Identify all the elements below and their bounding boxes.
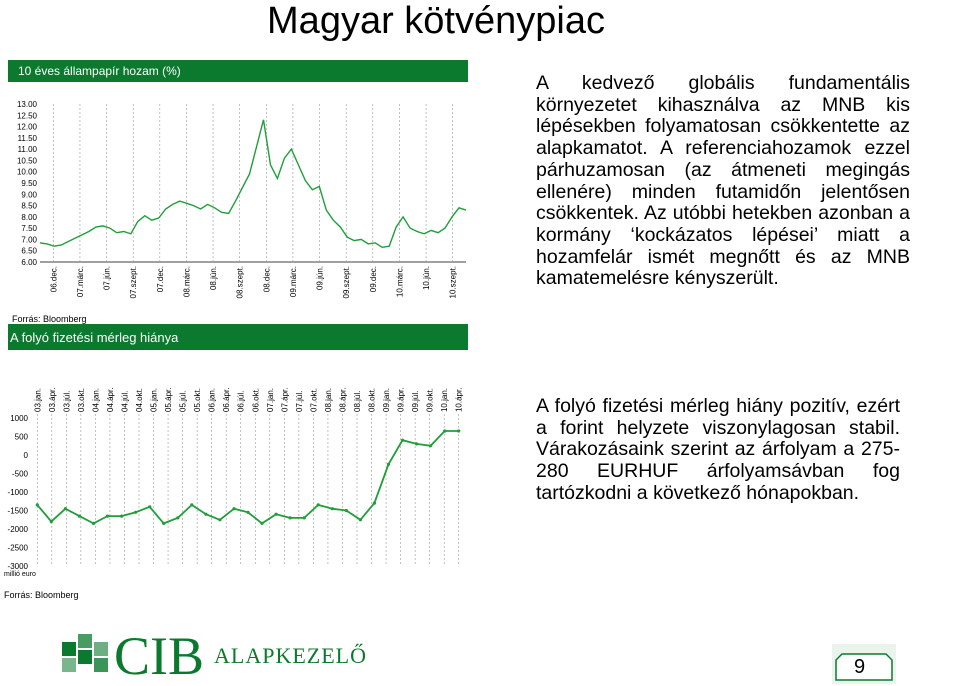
data-point	[373, 502, 376, 505]
x-tick-label: 09.okt.	[425, 387, 435, 412]
x-tick-label: 04.ápr.	[105, 387, 115, 412]
x-tick-label: 04.jan.	[91, 387, 101, 412]
y-tick-label: 9.00	[21, 190, 37, 200]
chart1-header: 10 éves állampapír hozam (%)	[8, 60, 468, 82]
data-point	[317, 503, 320, 506]
data-point	[92, 522, 95, 525]
y-tick-label: 6.00	[21, 258, 37, 267]
data-point	[289, 516, 292, 519]
x-tick-label: 05.okt.	[193, 387, 203, 412]
series-line-current-account	[37, 431, 458, 523]
data-point	[415, 442, 418, 445]
chart1-source: Forrás: Bloomberg	[12, 314, 87, 324]
y-tick-label: 10.00	[16, 167, 37, 177]
y-tick-label: 8.00	[21, 212, 37, 222]
x-tick-label: 08.dec.	[262, 266, 272, 293]
x-tick-label: 08.jún.	[209, 266, 219, 291]
x-tick-label: 08.okt.	[367, 387, 377, 412]
x-tick-label: 09.márc.	[288, 266, 298, 298]
data-point	[176, 516, 179, 519]
data-point	[401, 439, 404, 442]
y-tick-label: -1000	[7, 488, 28, 497]
x-tick-label: 06.jan.	[207, 387, 217, 412]
x-tick-label: 09.jan.	[382, 387, 392, 412]
data-point	[162, 522, 165, 525]
chart2-header-label: A folyó fizetési mérleg hiánya	[10, 330, 179, 345]
x-tick-label: 10.márc.	[395, 266, 405, 298]
y-tick-label: 11.00	[17, 145, 37, 155]
x-tick-label: 10.jan.	[440, 387, 450, 412]
y-tick-label: -500	[11, 469, 28, 479]
y-unit-label: millió euro	[4, 571, 36, 578]
x-tick-label: 03.júl.	[62, 390, 72, 412]
x-tick-label: 07.szept.	[129, 266, 139, 299]
data-point	[429, 444, 432, 447]
x-tick-label: 07.jan.	[265, 387, 275, 412]
x-tick-label: 06.okt.	[251, 387, 261, 412]
y-tick-label: -3000	[7, 562, 28, 571]
data-point	[345, 509, 348, 512]
x-tick-label: 09.ápr.	[396, 387, 406, 412]
data-point	[232, 507, 235, 510]
commentary-paragraph-1: A kedvező globális fundamentális környezetet kihasználva az MNB kis lépésekben folyamatosan csökkentette az alapkamatot. A referenciahozamok ezzel párhuzamosan (az átmeneti megingás ellenére) minden futamidőn jelentősen csökkentek. Az utóbbi hetekben azonban a kormány ‘kockázatos lépései’ miatt a hozamfelár ismét megnőtt és az MNB kamatemelésre kényszerült.	[536, 72, 910, 290]
x-tick-label: 10.ápr.	[454, 387, 464, 412]
x-tick-label: 09.júl.	[411, 390, 421, 412]
y-tick-label: 6.50	[21, 246, 37, 256]
chart2-source: Forrás: Bloomberg	[4, 590, 79, 600]
x-tick-label: 07.okt.	[309, 387, 319, 412]
data-point	[387, 463, 390, 466]
x-tick-label: 03.ápr.	[47, 387, 57, 412]
y-tick-label: 11.50	[17, 133, 37, 143]
x-tick-label: 03.okt.	[76, 387, 86, 412]
data-point	[36, 503, 39, 506]
x-tick-label: 10.jún.	[422, 266, 432, 291]
x-tick-label: 05.jan.	[149, 387, 159, 412]
logo-sub-text: ALAPKEZELŐ	[214, 643, 368, 668]
page-title: Magyar kötvénypiac	[267, 0, 605, 42]
y-tick-label: -2000	[7, 525, 28, 534]
x-tick-label: 03.jan.	[33, 387, 43, 412]
y-tick-label: -2500	[7, 543, 28, 553]
y-tick-label: 12.50	[16, 111, 37, 121]
x-tick-label: 04.júl.	[120, 390, 130, 412]
x-tick-label: 07.jún.	[102, 266, 112, 291]
x-tick-label: 07.dec.	[155, 266, 165, 293]
data-point	[120, 515, 123, 518]
x-tick-label: 09.dec.	[368, 266, 378, 293]
y-tick-label: 13.00	[16, 100, 37, 109]
data-point	[246, 511, 249, 514]
x-tick-label: 08.márc.	[182, 266, 192, 298]
y-tick-label: 9.50	[21, 179, 37, 188]
cib-logo	[62, 626, 368, 686]
data-point	[331, 507, 334, 510]
data-point	[443, 429, 446, 432]
x-tick-label: 08.jan.	[323, 387, 333, 412]
x-tick-label: 04.okt.	[135, 387, 144, 412]
data-point	[134, 511, 137, 514]
data-point	[260, 522, 263, 525]
data-point	[50, 520, 53, 523]
x-tick-label: 06.júl.	[236, 390, 246, 412]
x-tick-label: 08.szept.	[235, 266, 245, 299]
data-point	[106, 515, 109, 518]
x-tick-label: 08.ápr.	[338, 387, 348, 412]
data-point	[204, 513, 207, 516]
yield-chart	[0, 84, 476, 324]
series-line-10y	[40, 120, 466, 248]
y-tick-label: 8.50	[21, 201, 37, 211]
x-tick-label: 06.ápr.	[222, 387, 232, 412]
page-number-badge	[832, 644, 896, 684]
current-account-chart	[0, 350, 476, 582]
x-tick-label: 09.szept.	[342, 266, 352, 299]
x-tick-label: 05.júl.	[178, 390, 188, 412]
data-point	[64, 507, 67, 510]
x-tick-label: 07.ápr.	[280, 387, 290, 412]
y-tick-label: 7.50	[21, 224, 37, 234]
x-tick-label: 06.dec.	[49, 266, 59, 293]
x-tick-label: 09.jún.	[315, 266, 325, 291]
x-tick-label: 08.júl.	[353, 390, 362, 412]
x-tick-label: 07.júl.	[294, 390, 304, 412]
data-point	[218, 518, 221, 521]
y-tick-label: 500	[14, 432, 28, 442]
x-tick-label: 05.ápr.	[164, 387, 174, 412]
y-tick-label: 1000	[10, 414, 28, 423]
data-point	[275, 513, 278, 516]
data-point	[303, 516, 306, 519]
logo-brand-text: CIB	[114, 626, 205, 686]
data-point	[457, 429, 460, 432]
y-tick-label: 12.00	[16, 122, 37, 132]
x-tick-label: 07.márc.	[75, 266, 85, 298]
data-point	[359, 518, 362, 521]
data-point	[148, 505, 151, 508]
commentary-paragraph-2: A folyó fizetési mérleg hiány pozitív, ezért a forint helyzete viszonylagosan stabil. Várakozásaink szerint az árfolyam a 275-280 EURHUF árfolyamsávban fog tartózkodni a következő hónapokban.	[536, 395, 900, 504]
y-tick-label: 7.00	[21, 235, 37, 245]
cib-logo-mark-icon	[62, 634, 110, 678]
y-tick-label: 0	[23, 451, 28, 460]
page-number: 9	[854, 656, 866, 678]
data-point	[78, 515, 81, 518]
y-tick-label: 10.50	[16, 156, 37, 166]
chart2-header	[8, 324, 468, 350]
data-point	[190, 503, 193, 506]
y-tick-label: -1500	[7, 506, 28, 516]
x-tick-label: 10.szept.	[448, 266, 458, 299]
